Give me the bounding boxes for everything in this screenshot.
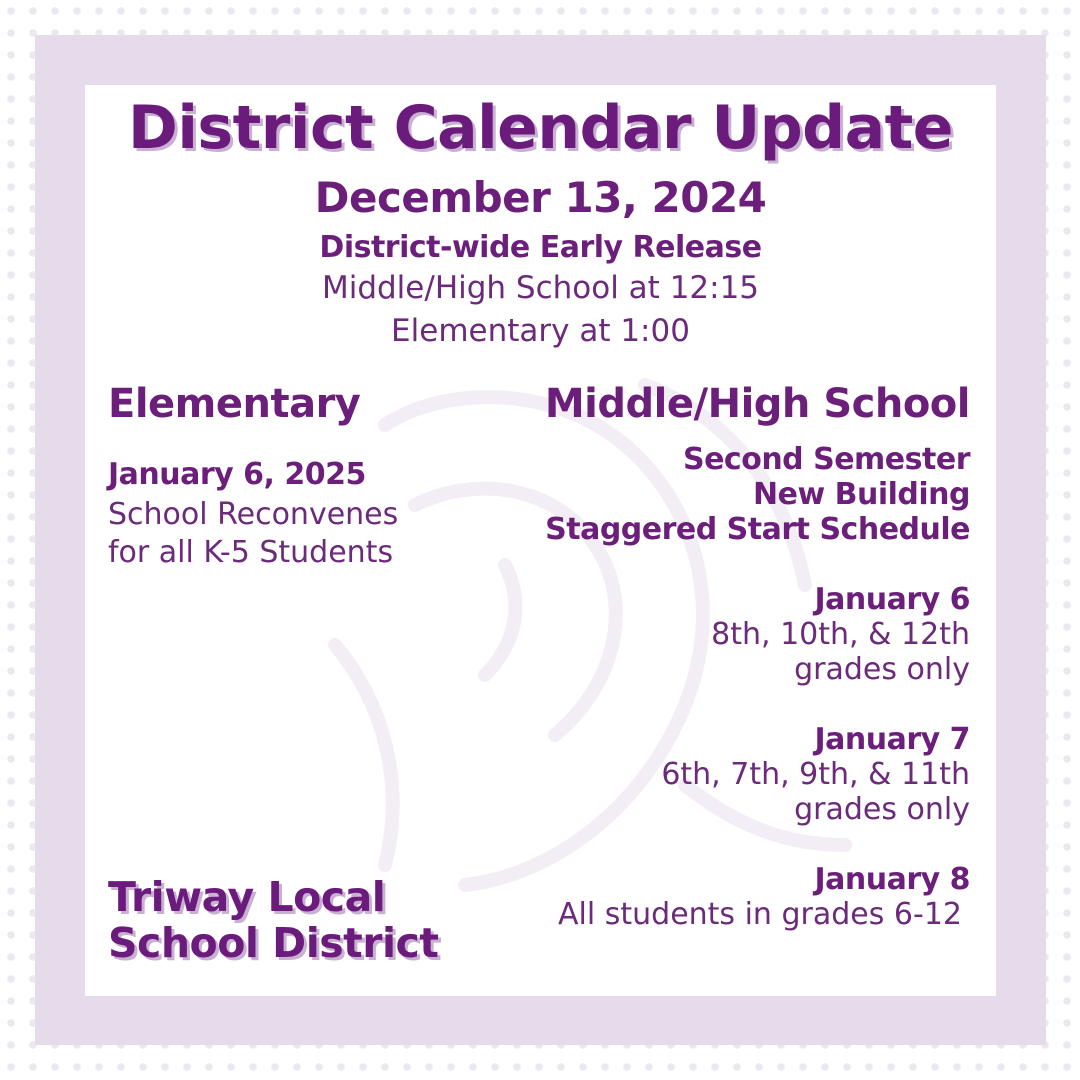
middle-high-intro-1: Second Semester: [682, 442, 970, 477]
schedule-line-2b: grades only: [794, 792, 970, 827]
release-time-middle-high: Middle/High School at 12:15: [321, 270, 760, 306]
elementary-line-1: School Reconvenes: [108, 497, 399, 532]
schedule-line-2a: 6th, 7th, 9th, & 11th: [661, 757, 970, 792]
schedule-line-1b: grades only: [794, 652, 970, 687]
date-heading: December 13, 2024: [314, 173, 767, 222]
schedule-line-3a: All students in grades 6-12: [558, 897, 962, 932]
schedule-date-3: January 8: [814, 862, 970, 897]
district-name-line-2: School District: [108, 919, 439, 967]
middle-high-heading: Middle/High School: [544, 381, 970, 427]
elementary-heading: Elementary: [108, 381, 361, 427]
schedule-line-1a: 8th, 10th, & 12th: [711, 617, 970, 652]
schedule-date-2: January 7: [814, 722, 970, 757]
page-title: District Calendar Update: [128, 93, 953, 163]
content-panel: [85, 85, 996, 996]
district-name-line-1: Triway Local: [108, 873, 386, 921]
middle-high-intro-3: Staggered Start Schedule: [545, 512, 970, 547]
middle-high-intro-2: New Building: [753, 477, 970, 512]
schedule-date-1: January 6: [814, 582, 970, 617]
early-release-heading: District-wide Early Release: [319, 230, 762, 265]
elementary-date: January 6, 2025: [108, 457, 366, 492]
elementary-line-2: for all K-5 Students: [108, 535, 394, 570]
release-time-elementary: Elementary at 1:00: [391, 313, 690, 349]
